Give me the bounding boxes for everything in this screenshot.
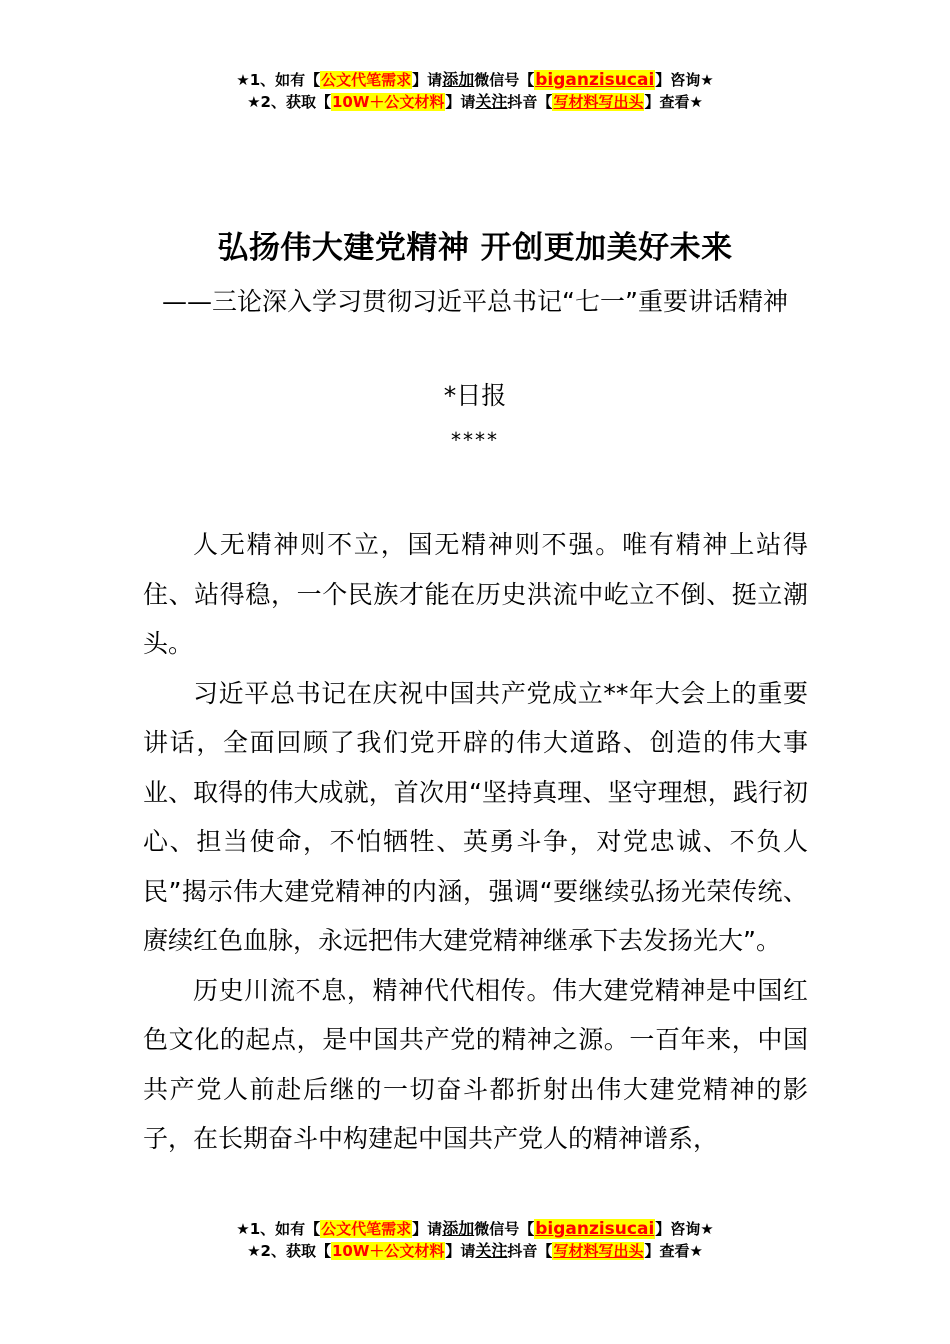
paragraph: 人无精神则不立，国无精神则不强。唯有精神上站得住、站得稳，一个民族才能在历史洪流中屹立不倒、挺立潮头。 — [143, 530, 808, 658]
article-author: **** — [451, 428, 499, 452]
article-subtitle: ——三论深入学习贯彻习近平总书记“七一”重要讲话精神 — [162, 287, 788, 316]
highlight-materials: 10W＋公文材料 — [331, 1242, 445, 1260]
highlight-materials: 10W＋公文材料 — [331, 93, 445, 111]
paragraph: 习近平总书记在庆祝中国共产党成立**年大会上的重要讲话，全面回顾了我们党开辟的伟大道路、创造的伟大事业、取得的伟大成就，首次用“坚持真理、坚守理想，践行初心、担当使命，不怕牺牲、英勇斗争，对党忠诚、不负人民”揭示伟大建党精神的内涵，强调“要继续弘扬光荣传统、赓续红色血脉，永远把伟大建党精神继承下去发扬光大”。 — [143, 678, 808, 955]
highlight-service: 公文代笔需求 — [321, 71, 412, 89]
highlight-service: 公文代笔需求 — [321, 1220, 412, 1238]
promo-line-2: ★2、获取【10W＋公文材料】请关注抖音【写材料写出头】查看★ — [247, 92, 703, 111]
footer-promo — [0, 1218, 950, 1262]
highlight-douyin: 写材料写出头 — [553, 93, 644, 111]
article-body — [143, 520, 808, 1164]
article-source: *日报 — [443, 381, 507, 410]
promo-line-1: ★1、如有【公文代笔需求】请添加微信号【biganzisucai】咨询★ — [236, 1219, 714, 1239]
highlight-wechat-id: biganzisucai — [535, 70, 655, 90]
highlight-wechat-id: biganzisucai — [535, 1219, 655, 1239]
paragraph: 历史川流不息，精神代代相传。伟大建党精神是中国红色文化的起点，是中国共产党的精神之源。一百年来，中国共产党人前赴后继的一切奋斗都折射出伟大建党精神的影子，在长期奋斗中构建起中国共产党人的精神谱系， — [143, 975, 808, 1153]
highlight-douyin: 写材料写出头 — [553, 1242, 644, 1260]
header-promo — [0, 69, 950, 113]
promo-line-2: ★2、获取【10W＋公文材料】请关注抖音【写材料写出头】查看★ — [247, 1241, 703, 1260]
article-title: 弘扬伟大建党精神 开创更加美好未来 — [217, 230, 733, 266]
promo-line-1: ★1、如有【公文代笔需求】请添加微信号【biganzisucai】咨询★ — [236, 70, 714, 90]
